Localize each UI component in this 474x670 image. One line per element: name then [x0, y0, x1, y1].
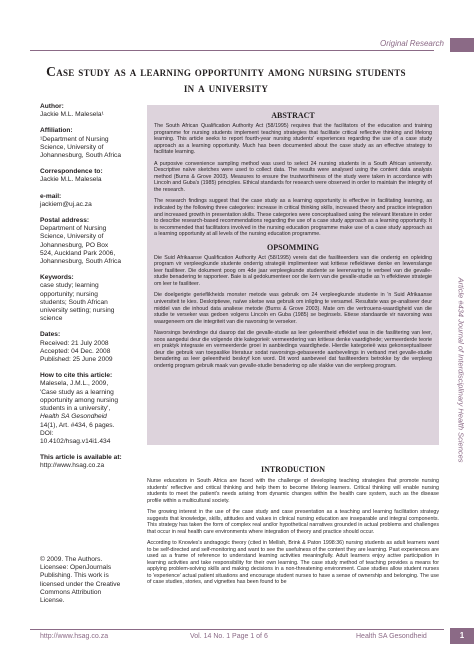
email-link[interactable]: jackiem@uj.ac.za — [40, 200, 92, 208]
opsomming-paragraph: Die doelgerigte gerieflikheids monster metode was gebruik om 24 verpleegkunde studente in 'n Suid Afrikaanse universiteit te kies. Deskriptiewe, naïwe sketse was gebruik om inligting te versamel. Resultate was ge-analiseer deur middel van die inhoud data analiese metode (Burns & Grove 2003). Mate om die vertrouens-waardigheid van die studie te verseker was gedoen volgens Lincoln en Guba (1985) se beginsels. Etiese standaarde vir navorsing was waargeneem om die integriteit van die navorsing te verseker. — [154, 292, 432, 325]
correspondence-label: Correspondence to: — [40, 168, 103, 176]
available-label: This article is available at: — [40, 454, 122, 462]
page-number: 1 — [450, 628, 474, 644]
date-published: Published: 25 June 2009 — [40, 356, 113, 364]
opsomming-paragraph: Die Suid Afrikaanse Qualification Authority Act (58/1995) vereis dat die fasiliteerders van die onderrig en opleiding program vir verpleegkunde studente onderrig strategië implimenteer wat kritiese reflektiewe denke en lewenslange leer fasiliteer. Die dokument poog om 4de jaar verpleegkunde studente se leerervaring te verbeel van die gevalle-studie benadering te rapporteer. Baie is al gedokumenteer oor die kern van die gevalle-studie as 'n effektiewe strategie om leer te fasiliteer. — [154, 254, 432, 287]
footer-url-link[interactable]: http://www.hsag.co.za — [40, 633, 109, 640]
date-accepted: Accepted: 04 Dec. 2008 — [40, 347, 111, 355]
copyright-notice: © 2009. The Authors. Licensee: OpenJournals Publishing. This work is licensed under the Creative Commons Attribution License. — [40, 556, 121, 605]
abstract-panel — [147, 105, 439, 445]
dates-label: Dates: — [40, 331, 61, 339]
section-label: Original Research — [379, 39, 444, 48]
article-title: Case study as a learning opportunity among nursing students in a university — [46, 64, 406, 95]
keywords-label: Keywords: — [40, 274, 74, 282]
affiliation-label: Affiliation: — [40, 127, 73, 135]
abstract-paragraph: The South African Qualification Authority Act (58/1995) requires that the facilitators of the education and training programme for nursing students implement teaching strategies that facilitate critical reflective thinking and lifelong learning. This article seeks to report fourth-year nursing students' experiences regarding the use of a case study approach as a learning opportunity. Much has been documented about the case study as an effective strategy to facilitate learning. — [154, 123, 432, 156]
footer-volume: Vol. 14 No. 1 Page 1 of 6 — [190, 633, 268, 640]
header-rule — [30, 50, 434, 51]
introduction-heading: INTRODUCTION — [260, 465, 325, 474]
journal-name-vertical: Journal of Interdisciplinary Health Sciences — [456, 319, 466, 463]
introduction-paragraph: According to Knowles's andragogic theory (cited in Mellish, Brink & Paton 1998:36) nursing students as adult learners want to be self-directed and self-monitoring and want to see the usefulness of the content they are learning. Past experiences are used as a frame of reference to understand learning activities meaningfully. Adult learners enjoy active participation in learning activities and take responsibility for their own learning. The case study method of teaching provides a means for applying problem-solving skills and making decisions in a non-threatening environment. Case studies allow student nurses to 'experience' actual patient situations and encourage student nurses to have a sense of ownership and belonging. The use of case studies, stories, and vignettes has been found to be — [147, 540, 439, 585]
introduction-body — [147, 478, 439, 591]
abstract-heading: ABSTRACT — [271, 111, 315, 120]
date-received: Received: 21 July 2008 — [40, 339, 109, 347]
opsomming-paragraph: Navorsings bevindinge dui daarop dat die gevalle-studie as leer geleentheid effektief was in die fasilitering van leer, soos aangedui deur die volgende drie kategorieë: vermeerdering van kritiese denke vaardighede; vermeerderde teorie en praktyk integrasie en vermeerderde groei in aanbiedings vaardighede. Hierdie kategorieë was gekonseptualiseer deur die gebruik van toepaslike literatuur sodat navorsings-gebaseerde aanbevelings in verband met gevalle-studie benadering as leer geleentheid beskryf kon word. Dit word aanbeveel dat fasiliteerders betrokke by die verpleeg onderrig program gebruik maak van gevalle-studie benadering op alle vlakke van die verpleeg program. — [154, 330, 432, 369]
correspondence-name: Jackie M.L. Malesela — [40, 176, 102, 184]
affiliation-text: ¹Department of Nursing Science, University of Johannesburg, South Africa — [40, 135, 122, 160]
abstract-paragraph: A purposive convenience sampling method was used to select 24 nursing students in a South African university. Descriptive naïve sketches were used to collect data. The results were analysed using the content data analysis method (Burns & Grove 2003). Measures to ensure the trustworthiness of the study were taken in accordance with Lincoln and Guba's (1985) principles. Ethical standards for research were observed in order to maintain the integrity of the research. — [154, 160, 432, 193]
cite-label: How to cite this article: — [40, 372, 113, 380]
available-url-link[interactable]: http://www.hsag.co.za — [40, 462, 105, 470]
footer-journal: Health SA Gesondheid — [356, 633, 427, 640]
introduction-paragraph: The growing interest in the use of the case study and case presentation as a teaching and learning facilitation strategy suggests that knowledge, skills, attitudes and values in clinical nursing education are inseparable and integral components. This strategy has taken the form of complex real and/or hypothetical narratives grounded in actual problems and challenges that occur in real health care environments where integration of theory and practice should occur. — [147, 509, 439, 535]
introduction-paragraph: Nurse educators in South Africa are faced with the challenge of developing teaching strategies that promote nursing students' reflective and critical thinking and help them to become lifelong learners. Critical thinking will enable nursing students to meet the patient's needs arising from dynamic changes within the health care system, such as the disease profile within a multicultural society. — [147, 478, 439, 504]
keywords-text: case study; learning opportunity; nursing students; South African university setting; nursing science — [40, 282, 115, 323]
footer-rule — [30, 629, 444, 630]
author-label: Author: — [40, 103, 64, 110]
citation-text: Malesela, J.M.L., 2009, 'Case study as a learning opportunity among nursing students in a university', Health SA Gesondheid 14(1), Art. #434, 6 pages. DOI: 10.4102/hsag.v14i1.434 — [40, 380, 119, 445]
postal-address: Department of Nursing Science, University of Johannesburg, PO Box 524, Auckland Park 2006, Johannesburg, South Africa — [40, 225, 122, 266]
email-label: e-mail: — [40, 192, 62, 200]
article-number: Article #434 — [456, 277, 466, 318]
postal-label: Postal address: — [40, 217, 90, 225]
header-tab — [450, 38, 474, 52]
abstract-paragraph: The research findings suggest that the case study as a learning opportunity is effective in facilitating learning, as indicated by the following three categories: increase in critical thinking skills, increased theory and practice integration and increased growth in presentation skills. These categories were conceptualised using the relevant literature in order to describe research-based recommendations regarding the use of a case study approach as a learning opportunity. It is recommended that facilitators involved in the nursing education programme make use of a case study approach as a learning opportunity at all levels of the nursing education programme. — [154, 198, 432, 238]
author-name: Jackie M.L. Malesela¹ — [40, 111, 104, 119]
opsomming-heading: OPSOMMING — [267, 242, 319, 252]
article-info-sidebar — [40, 103, 122, 479]
vertical-journal-label — [450, 265, 472, 475]
